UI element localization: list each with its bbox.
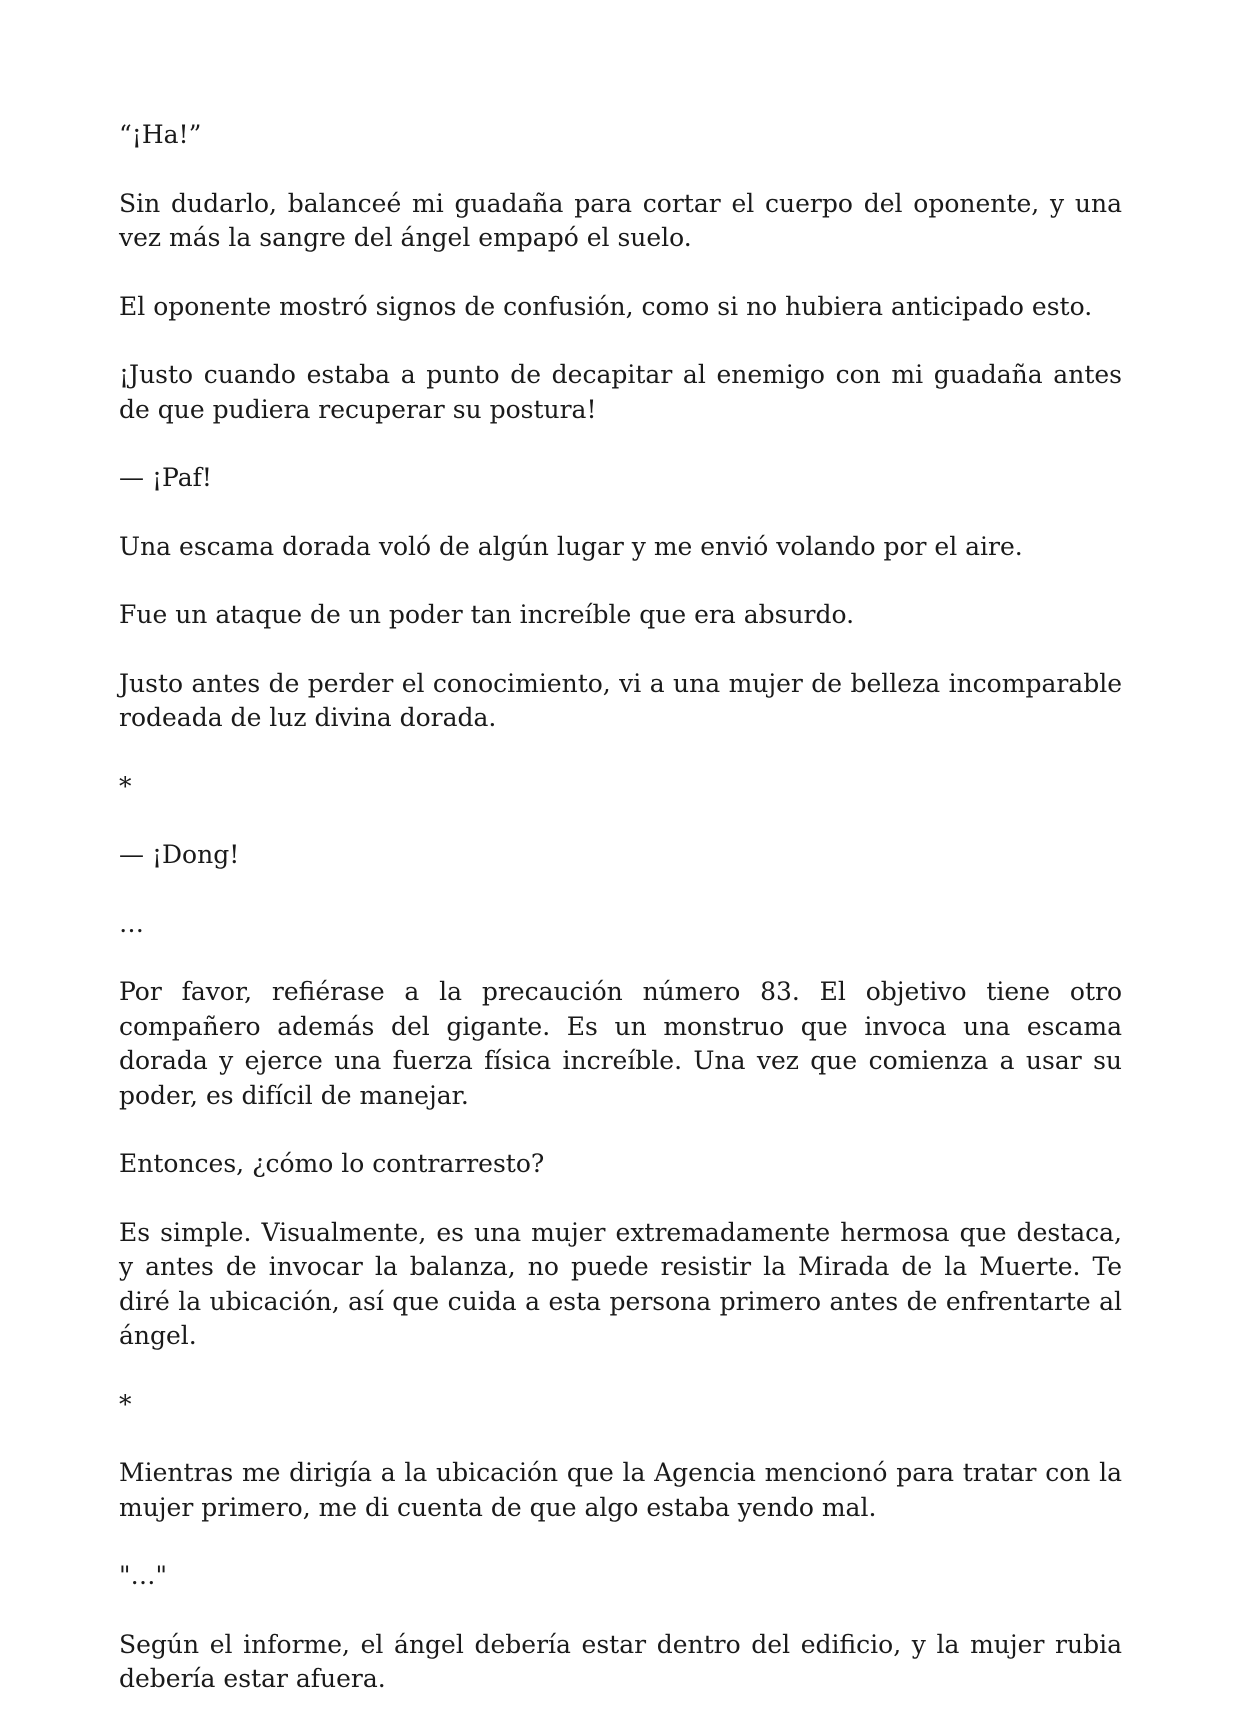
paragraph-paf: — ¡Paf! (119, 463, 212, 492)
paragraph-precaution: Por favor, refiérase a la precaución número 83. El objetivo tiene otro compañero además del gigante. Es un monstruo que invoca una escama dorada y ejerce una fuerza física increíble. Una vez que comienza a usar su poder, es difícil de manejar. (119, 977, 1122, 1110)
paragraph-ellipsis: … (119, 908, 144, 938)
paragraph-woman: Justo antes de perder el conocimiento, vi a una mujer de belleza incomparable rodeada de luz divina dorada. (119, 668, 1122, 732)
paragraph-dong: — ¡Dong! (119, 840, 240, 869)
paragraph-scythe-swing: Sin dudarlo, balanceé mi guadaña para cortar el cuerpo del oponente, y una vez más la sangre del ángel empapó el suelo. (119, 188, 1122, 252)
paragraph-decapitate: ¡Justo cuando estaba a punto de decapitar al enemigo con mi guadaña antes de que pudiera recuperar su postura! (119, 360, 1122, 424)
paragraph-simple: Es simple. Visualmente, es una mujer extremadamente hermosa que destaca, y antes de invocar la balanza, no puede resistir la Mirada de la Muerte. Te diré la ubicación, así que cuida a esta persona primero antes de enfrentarte al ángel. (119, 1217, 1122, 1350)
section-separator: * (119, 771, 132, 801)
paragraph-quote-ellipsis: "…" (119, 1561, 167, 1590)
paragraph-golden-scale: Una escama dorada voló de algún lugar y me envió volando por el aire. (119, 531, 1023, 561)
paragraph-attack: Fue un ataque de un poder tan increíble que era absurdo. (119, 600, 855, 629)
paragraph-report: Según el informe, el ángel debería estar dentro del edificio, y la mujer rubia debería estar afuera. (119, 1629, 1122, 1693)
section-separator: * (119, 1389, 132, 1419)
paragraph-agency: Mientras me dirigía a la ubicación que la Agencia mencionó para tratar con la mujer primero, me di cuenta de que algo estaba yendo mal. (119, 1458, 1122, 1522)
paragraph-counter: Entonces, ¿cómo lo contrarresto? (119, 1149, 545, 1178)
paragraph-ha: “¡Ha!” (119, 120, 202, 149)
paragraph-confusion: El oponente mostró signos de confusión, como si no hubiera anticipado esto. (119, 291, 1093, 321)
document-page (119, 118, 1122, 1731)
